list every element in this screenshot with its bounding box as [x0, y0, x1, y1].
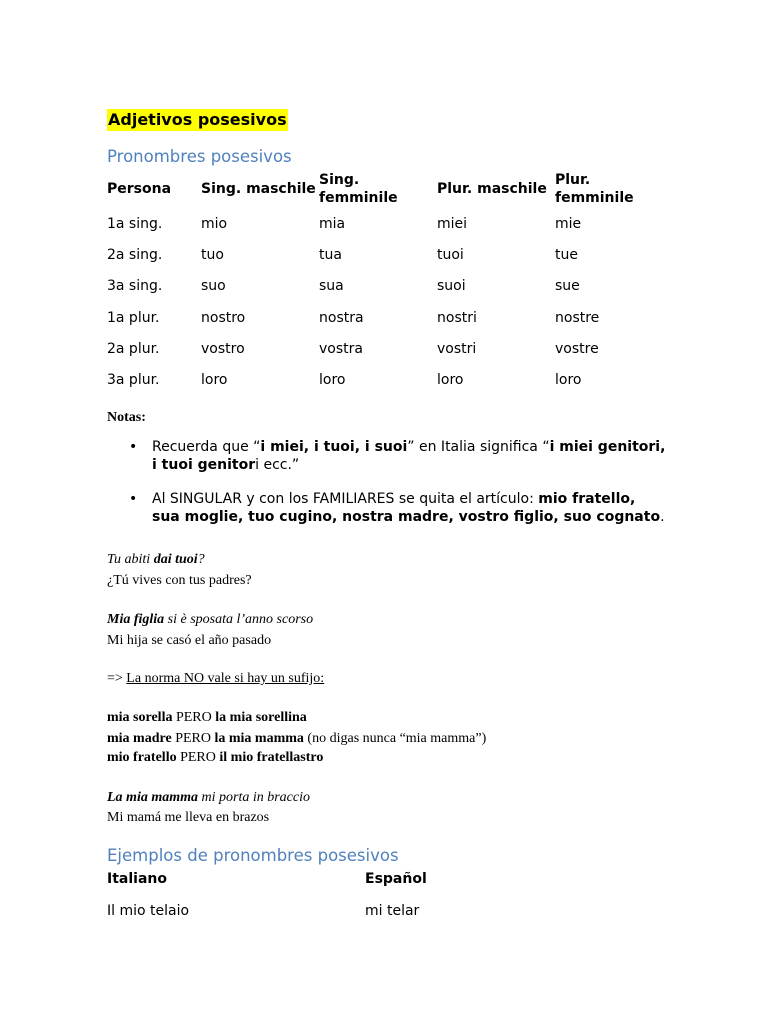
notes-label: Notas: — [107, 410, 146, 425]
pair-line: mio fratello PERO il mio fratellastro — [107, 750, 324, 765]
table-cell: vostro — [201, 340, 245, 357]
table-cell: tuoi — [437, 246, 464, 263]
table-cell: sua — [319, 278, 344, 295]
table-row — [107, 239, 665, 270]
table-cell: loro — [555, 372, 582, 389]
column-header: Persona — [107, 181, 172, 197]
column-header: Plur. maschile — [437, 181, 547, 197]
table-cell: tue — [555, 246, 578, 263]
table-cell: nostri — [437, 309, 477, 326]
table-cell: Il mio telaio — [107, 903, 190, 919]
table-cell: 1a plur. — [107, 309, 160, 326]
table-cell: mia — [319, 215, 346, 232]
bullet-icon: • — [129, 439, 138, 455]
examples-table — [107, 868, 565, 932]
column-header: Sing. maschile — [201, 181, 316, 197]
table-row — [107, 364, 665, 395]
table-cell: sue — [555, 278, 580, 295]
column-header: Plur. femminile — [555, 172, 634, 206]
note-text: Recuerda que “ — [152, 439, 261, 455]
table-header-row — [107, 170, 665, 208]
column-header: Italiano — [107, 871, 167, 887]
example-spanish: ¿Tú vives con tus padres? — [107, 573, 252, 588]
possessive-table — [107, 170, 665, 396]
table-cell: miei — [437, 215, 468, 232]
column-header: Sing. femminile — [319, 172, 398, 206]
page-title: Adjetivos posesivos — [108, 110, 287, 129]
pair-line: mia sorella PERO la mia sorellina — [107, 710, 307, 725]
table-cell: vostra — [319, 340, 363, 357]
list-item — [107, 490, 667, 526]
table-cell: vostre — [555, 340, 599, 357]
note-text: i ecc.” — [255, 457, 300, 473]
note-text: ” en Italia significa “ — [407, 439, 550, 455]
example-italian: La mia mamma mi porta in braccio — [107, 790, 310, 805]
table-cell: mi telar — [365, 903, 420, 919]
section-heading-pronombres: Pronombres posesivos — [107, 147, 292, 166]
rule-line: => La norma NO vale si hay un sufijo: — [107, 671, 325, 686]
table-cell: vostri — [437, 340, 477, 357]
table-row — [107, 208, 665, 239]
table-cell: 3a sing. — [107, 278, 163, 295]
note-bold: i miei genitori, i tuoi genitor — [152, 439, 666, 473]
table-cell: nostre — [555, 309, 600, 326]
table-header-row — [107, 868, 565, 890]
section-heading-ejemplos: Ejemplos de pronombres posesivos — [107, 846, 399, 865]
note-bold: mio fratello, sua moglie, tuo cugino, nostra madre, vostro figlio, suo cognato — [152, 491, 661, 525]
notes-list — [107, 438, 667, 542]
table-cell: suo — [201, 278, 226, 295]
table-cell: tua — [319, 246, 342, 263]
table-cell: nostro — [201, 309, 246, 326]
table-row — [107, 890, 565, 932]
table-cell: mie — [555, 215, 582, 232]
note-text: Al SINGULAR y con los FAMILIARES se quita el artículo: — [152, 491, 539, 507]
table-row — [107, 302, 665, 333]
note-bold: i miei, i tuoi, i suoi — [260, 439, 408, 455]
table-row — [107, 333, 665, 364]
column-header: Español — [365, 871, 427, 887]
bullet-icon: • — [129, 491, 138, 507]
pair-line: mia madre PERO la mia mamma (no digas nunca “mia mamma”) — [107, 731, 487, 746]
table-cell: tuo — [201, 246, 224, 263]
table-cell: loro — [201, 372, 228, 389]
example-spanish: Mi hija se casó el año pasado — [107, 633, 272, 648]
example-spanish: Mi mamá me lleva en brazos — [107, 810, 270, 825]
table-cell: suoi — [437, 278, 466, 295]
example-italian: Mia figlia si è sposata l’anno scorso — [107, 612, 314, 627]
table-cell: mio — [201, 215, 228, 232]
table-cell: 3a plur. — [107, 372, 160, 389]
table-cell: loro — [437, 372, 464, 389]
table-row — [107, 271, 665, 302]
list-item — [107, 438, 667, 474]
table-cell: 2a sing. — [107, 246, 163, 263]
table-cell: loro — [319, 372, 346, 389]
example-italian: Tu abiti dai tuoi? — [107, 552, 205, 567]
table-cell: 1a sing. — [107, 215, 163, 232]
table-cell: nostra — [319, 309, 364, 326]
table-cell: 2a plur. — [107, 340, 160, 357]
note-text: . — [660, 509, 665, 525]
